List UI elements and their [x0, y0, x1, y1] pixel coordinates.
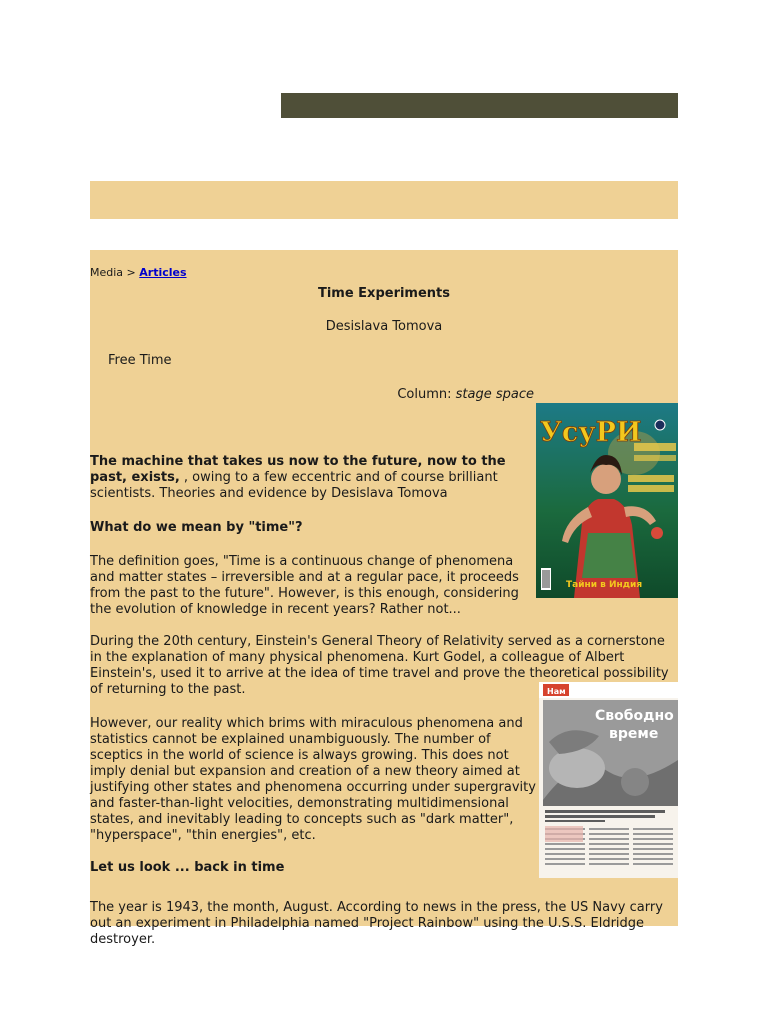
article-column: [397, 387, 534, 403]
spread-tag: Нам: [547, 687, 566, 696]
magazine-cover-bottom-text: Тайни в Индия: [566, 580, 643, 590]
article-lead-rest: , owing to a few eccentric and of course brilliant scientists. Theories and evidence by Desislava Tomova: [90, 470, 498, 501]
navigation-band: [90, 181, 678, 219]
article-author: Desislava Tomova: [325, 319, 443, 334]
paragraph-definition: The definition goes, "Time is a continuous change of phenomena and matter states – irreversible and at a regular pace, it proceeds from the past to the future". However, is this enough, considering the evolution of knowledge in recent years? Rather not...: [90, 554, 519, 617]
breadcrumb-articles-link[interactable]: Articles: [139, 266, 187, 279]
column-label: Column:: [397, 387, 456, 402]
breadcrumb-section: Media: [90, 266, 124, 279]
spread-headline-line2: време: [609, 726, 659, 742]
magazine-spread-image: [539, 682, 678, 878]
article-rubric: Free Time: [108, 353, 172, 368]
article-lead-bold: The machine that takes us now to the future, now to the past, exists,: [90, 454, 506, 485]
paragraph-1943: The year is 1943, the month, August. According to news in the press, the US Navy carry out an experiment in Philadelphia named "Project Rainbow" using the U.S.S. Eldridge destroyer.: [90, 900, 663, 947]
article-title: Time Experiments: [317, 286, 451, 301]
spread-headline-line1: Свободно: [595, 708, 674, 724]
breadcrumb: [90, 266, 187, 280]
top-header-bar: [281, 93, 678, 118]
breadcrumb-separator: >: [123, 266, 140, 279]
magazine-cover-image: [536, 403, 678, 598]
section-heading-time: What do we mean by "time"?: [90, 520, 303, 535]
magazine-cover-logo: УсуРИ: [540, 417, 642, 448]
article-lead: [90, 454, 530, 502]
section-heading-back-in-time: Let us look ... back in time: [90, 860, 285, 875]
article-panel: [90, 250, 678, 947]
paragraph-reality: However, our reality which brims with miraculous phenomena and statistics cannot be explained unambiguously. The number of sceptics in the world of science is always growing. This does not imply denial but expansion and creation of a new theory aimed at justifying other states and phenomena occurring under supergravity and faster-than-light velocities, demonstrating multidimensional states, and inevitably leading to concepts such as "dark matter", "hyperspace", "thin energies", etc.: [90, 716, 536, 843]
paragraph-einstein-text: During the 20th century, Einstein's General Theory of Relativity served as a cornerstone in the explanation of many physical phenomena. Kurt Godel, a colleague of Albert Einstein's, used it to arrive at the idea of time travel and prove the theoretical possibility of returning to the past.: [90, 634, 669, 697]
column-value: stage space: [455, 387, 534, 402]
